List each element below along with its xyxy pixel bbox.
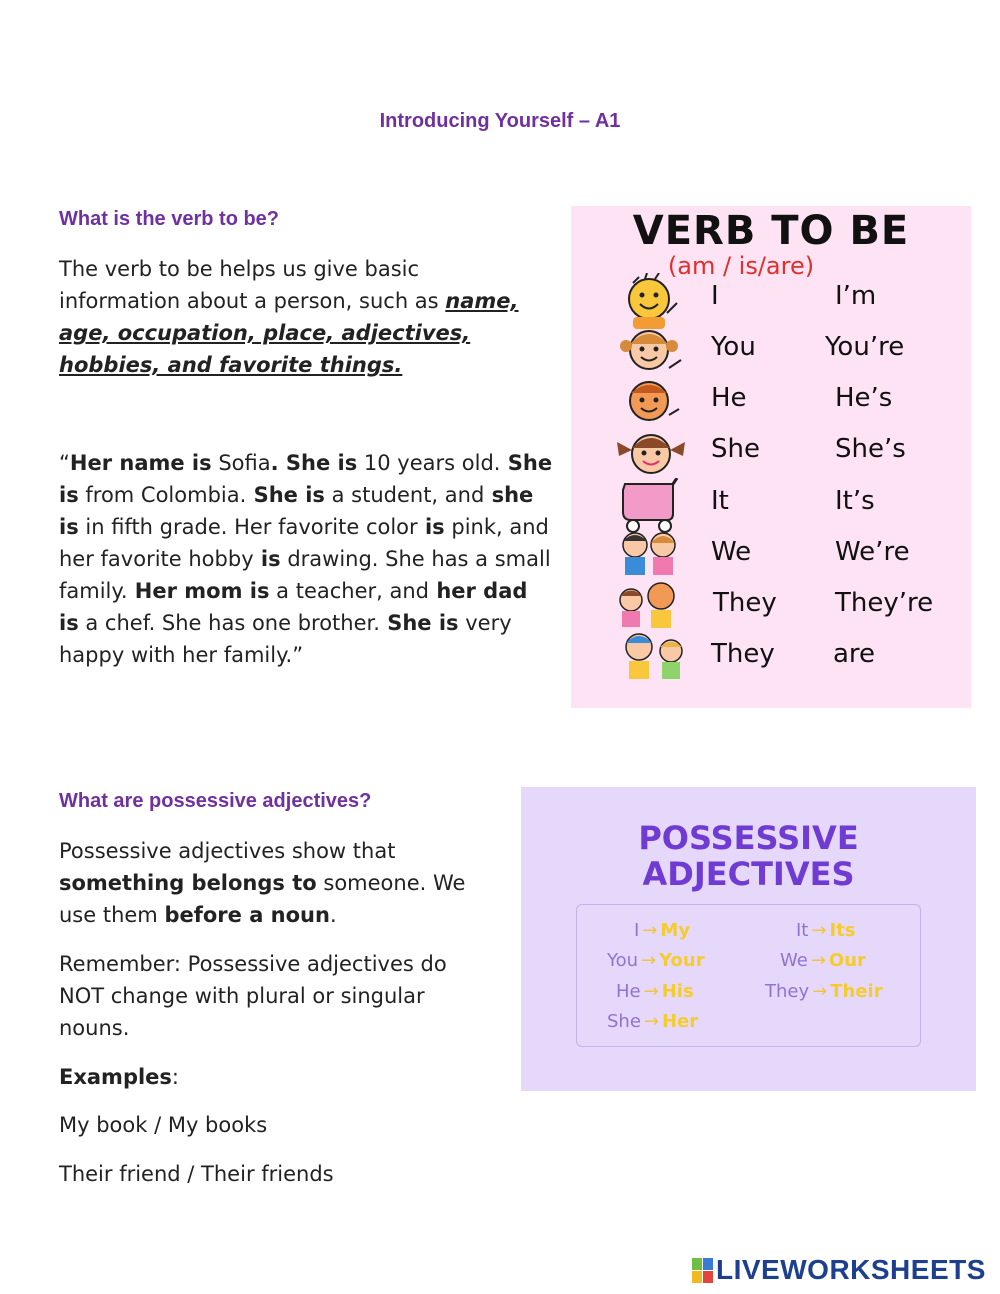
verb-pronoun: We bbox=[711, 537, 752, 567]
two-kids-icon bbox=[611, 631, 701, 687]
possessive-title-line1: POSSESSIVE bbox=[638, 819, 859, 857]
story-bold: her dad is bbox=[59, 579, 528, 635]
pair-pronoun: She bbox=[607, 1011, 641, 1032]
possessive-pair bbox=[616, 981, 694, 1002]
verb-to-be-intro bbox=[59, 253, 544, 381]
boy-face-icon bbox=[611, 273, 701, 329]
story-text: in fifth grade. Her favorite color bbox=[78, 515, 418, 539]
examples-colon: : bbox=[171, 1065, 179, 1089]
verb-pronoun: She bbox=[711, 434, 760, 464]
pair-pronoun: We bbox=[780, 950, 808, 971]
examples-label bbox=[59, 1061, 179, 1093]
pair-adjective: Your bbox=[659, 950, 705, 971]
story-bold: she is bbox=[59, 483, 534, 539]
arrow-icon: → bbox=[643, 1011, 660, 1032]
story-bold: is bbox=[417, 515, 445, 539]
possessive-adjectives-chart bbox=[521, 787, 976, 1091]
story-bold: She is bbox=[278, 451, 358, 475]
pair-pronoun: They bbox=[765, 981, 810, 1002]
intro-underlined: name, age, occupation, place, adjectives, hobbies, and favorite things. bbox=[59, 289, 519, 377]
verb-pronoun: You bbox=[711, 332, 756, 362]
story-bold: Her mom is bbox=[127, 579, 270, 603]
possessive-remember: Remember: Possessive adjectives do NOT change with plural or singular nouns. bbox=[59, 952, 447, 1040]
verb-pronoun: They bbox=[713, 588, 777, 618]
story-text: 10 years old. bbox=[357, 451, 501, 475]
possessive-pair bbox=[765, 981, 883, 1002]
examples-label-text: Examples bbox=[59, 1065, 172, 1089]
definition-text: Possessive adjectives show that bbox=[59, 839, 396, 863]
arrow-icon: → bbox=[810, 950, 826, 971]
girl-face-icon bbox=[611, 426, 701, 482]
story-text: very happy with her family.” bbox=[59, 611, 512, 667]
verb-chart-subtitle: (am / is/are) bbox=[667, 252, 815, 280]
story-bold: She is bbox=[246, 483, 325, 507]
two-kids-icon bbox=[611, 580, 701, 636]
verb-pronoun: He bbox=[711, 383, 747, 413]
verb-row bbox=[571, 434, 971, 484]
definition-text: someone. We use them bbox=[59, 871, 466, 927]
two-kids-icon bbox=[611, 529, 701, 585]
pair-pronoun: It bbox=[796, 920, 809, 941]
story-text: from Colombia. bbox=[78, 483, 247, 507]
pair-pronoun: I bbox=[634, 920, 640, 941]
pair-pronoun: He bbox=[616, 981, 641, 1002]
arrow-icon: → bbox=[811, 920, 827, 941]
possessive-pair bbox=[607, 1011, 698, 1032]
pair-adjective: Its bbox=[829, 920, 856, 941]
verb-pronoun: It bbox=[711, 486, 729, 516]
verb-form: We’re bbox=[835, 537, 910, 567]
possessive-heading: What are possessive adjectives? bbox=[59, 790, 372, 812]
possessive-pair bbox=[796, 920, 855, 941]
story-bold: She is bbox=[59, 451, 553, 507]
verb-form: She’s bbox=[835, 434, 906, 464]
possessive-pair bbox=[607, 950, 705, 971]
arrow-icon: → bbox=[641, 950, 657, 971]
verb-form: It’s bbox=[835, 486, 875, 516]
pair-adjective: Her bbox=[662, 1011, 699, 1032]
girl-face-icon bbox=[611, 324, 701, 380]
verb-pronoun: They bbox=[711, 639, 775, 669]
possessive-chart-title bbox=[521, 820, 976, 892]
story-text: drawing. She has a small family. bbox=[59, 547, 551, 603]
definition-bold: before a noun bbox=[164, 903, 330, 927]
intro-plain: The verb to be helps us give basic information about a person, such as bbox=[59, 257, 446, 313]
possessive-pair bbox=[634, 920, 690, 941]
verb-to-be-heading: What is the verb to be? bbox=[59, 208, 280, 230]
page-title: Introducing Yourself – A1 bbox=[379, 110, 621, 132]
story-bold: is bbox=[253, 547, 281, 571]
verb-form: are bbox=[833, 639, 876, 669]
verb-row bbox=[571, 639, 971, 689]
pair-adjective: My bbox=[660, 920, 691, 941]
story-bold: She is bbox=[379, 611, 459, 635]
story-text: a chef. She has one brother. bbox=[78, 611, 380, 635]
verb-form: I’m bbox=[835, 281, 877, 311]
arrow-icon: → bbox=[812, 981, 828, 1002]
pair-adjective: Their bbox=[830, 981, 883, 1002]
story-text: Sofia bbox=[211, 451, 271, 475]
pair-pronoun: You bbox=[607, 950, 639, 971]
sofia-story bbox=[59, 447, 554, 671]
possessive-title-line2: ADJECTIVES bbox=[642, 855, 855, 893]
story-text: “ bbox=[59, 451, 70, 475]
definition-bold: something belongs to bbox=[59, 871, 317, 895]
story-text: a teacher, and bbox=[269, 579, 430, 603]
pair-adjective: His bbox=[661, 981, 694, 1002]
verb-chart-title: VERB TO BE bbox=[632, 208, 910, 254]
possessive-definition bbox=[59, 835, 509, 931]
arrow-icon: → bbox=[642, 920, 658, 941]
verb-to-be-chart bbox=[571, 206, 971, 708]
pair-adjective: Our bbox=[828, 950, 866, 971]
liveworksheets-logo-text: LIVEWORKSHEETS bbox=[716, 1254, 986, 1285]
arrow-icon: → bbox=[643, 981, 659, 1002]
verb-form: They’re bbox=[835, 588, 934, 618]
verb-form: He’s bbox=[835, 383, 893, 413]
verb-form: You’re bbox=[825, 332, 905, 362]
example-2: Their friend / Their friends bbox=[59, 1162, 334, 1186]
stroller-icon bbox=[611, 478, 701, 534]
example-1: My book / My books bbox=[59, 1113, 268, 1137]
liveworksheets-logo-icon bbox=[692, 1258, 714, 1284]
story-text: pink, and her favorite hobby bbox=[59, 515, 549, 571]
boy-face-icon bbox=[611, 375, 701, 431]
story-bold: Her name is bbox=[69, 451, 212, 475]
verb-pronoun: I bbox=[711, 281, 719, 311]
definition-text: . bbox=[329, 903, 337, 927]
story-text: a student, and bbox=[324, 483, 485, 507]
possessive-pair bbox=[780, 950, 866, 971]
story-bold: . bbox=[270, 451, 279, 475]
